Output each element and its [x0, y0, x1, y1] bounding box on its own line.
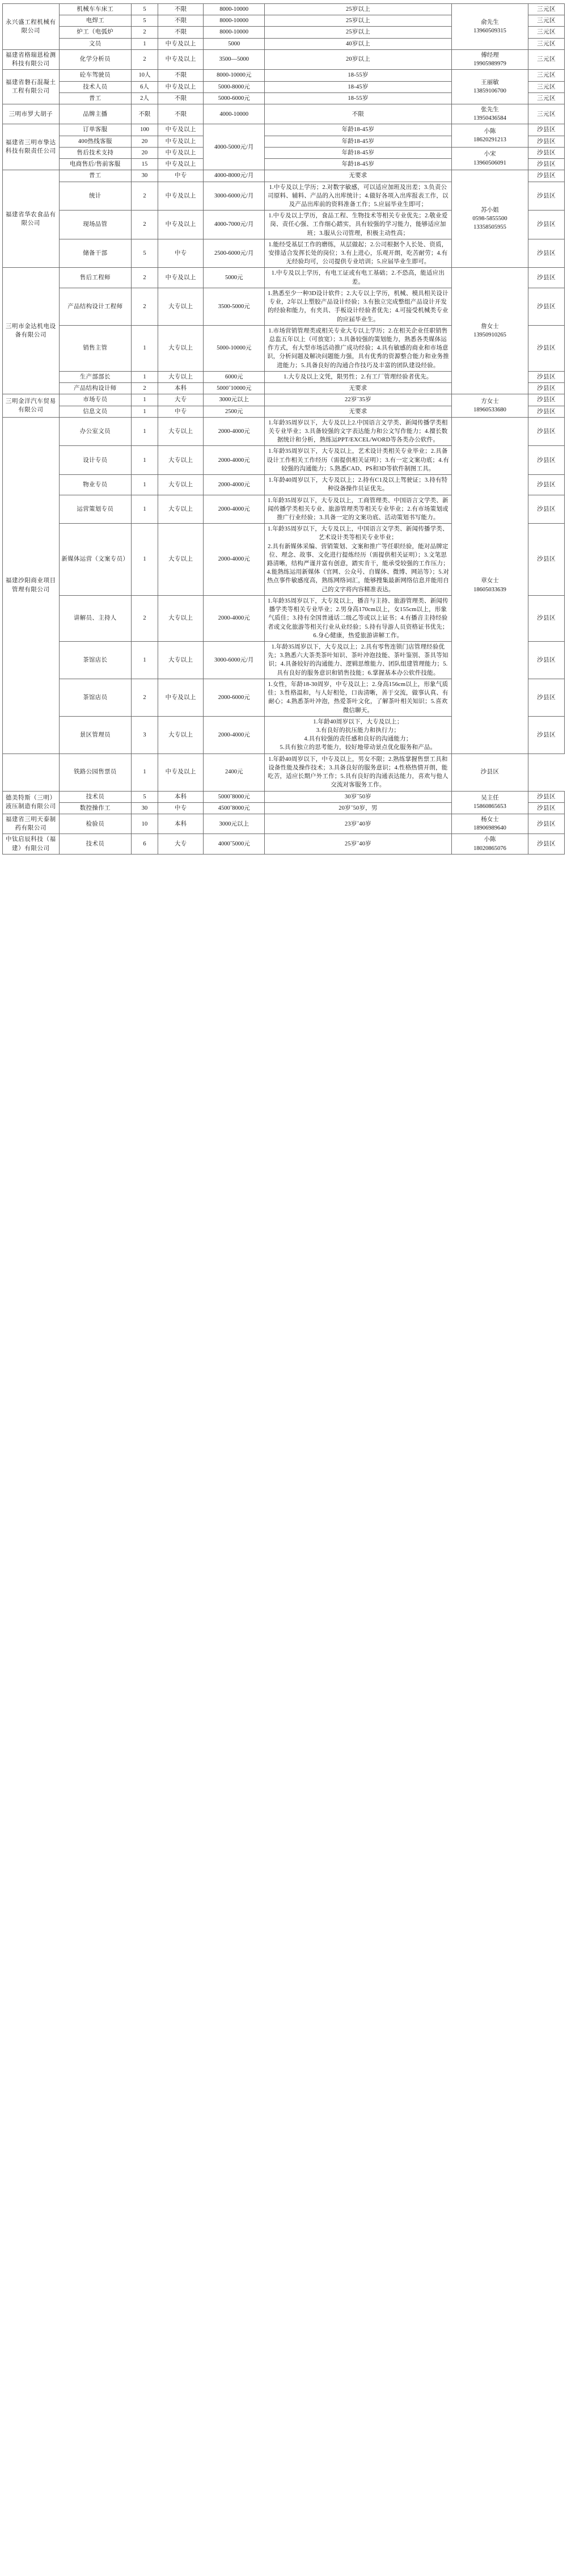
headcount-cell: 100 [131, 124, 158, 136]
headcount-cell: 不限 [131, 104, 158, 124]
area-cell: 沙县区 [528, 834, 565, 854]
headcount-cell: 30 [131, 170, 158, 182]
company-name-cell: 三明市罗大胡子 [3, 104, 60, 124]
salary-cell: 4000-5000元/月 [204, 124, 265, 170]
headcount-cell: 5 [131, 791, 158, 802]
contact-cell: 吴主任 15860865653 [451, 791, 528, 814]
salary-cell: 2000-4000元 [204, 495, 265, 524]
requirements-cell: 年龄18-45岁 [265, 136, 451, 147]
requirements-cell: 1.年龄40周岁以下，大专及以上；2.持有C1及以上驾驶证；3.持有特种设备操作员证优先。 [265, 475, 451, 495]
salary-cell: 5000-8000元 [204, 81, 265, 92]
position-cell: 产品结构设计师 [59, 383, 131, 394]
requirements-cell: 无要求 [265, 170, 451, 182]
headcount-cell: 2 [131, 211, 158, 239]
company-name-cell: 中钛启辰科技（福建）有限公司 [3, 834, 60, 854]
area-cell: 三元区 [528, 38, 565, 49]
headcount-cell: 2 [131, 288, 158, 325]
headcount-cell: 1 [131, 524, 158, 596]
contact-cell: 章女士 18605033639 [451, 417, 528, 754]
headcount-cell: 10人 [131, 70, 158, 81]
area-cell: 沙县区 [451, 754, 528, 791]
headcount-cell: 2 [131, 595, 158, 641]
position-cell: 设计专员 [59, 446, 131, 475]
requirements-cell: 年龄18-45岁 [265, 124, 451, 136]
headcount-cell: 5 [131, 15, 158, 27]
area-cell: 沙县区 [528, 406, 565, 417]
area-cell: 沙县区 [528, 814, 565, 834]
education-cell: 中专及以上 [158, 124, 204, 136]
salary-cell: 3000元以上 [204, 814, 265, 834]
requirements-cell: 18-55岁 [265, 70, 451, 81]
headcount-cell: 1 [131, 475, 158, 495]
salary-cell: 5000元 [204, 268, 265, 288]
recruitment-sheet [0, 0, 567, 858]
contact-cell: 俞先生 13960509315 [451, 4, 528, 50]
contact-cell: 詹女士 13950910265 [451, 268, 528, 394]
position-cell: 售后技术支持 [59, 147, 131, 158]
position-cell: 化学分析员 [59, 49, 131, 69]
table-row [3, 394, 565, 406]
table-row [3, 147, 565, 158]
table-row [3, 70, 565, 81]
table-row [3, 4, 565, 15]
headcount-cell: 3 [131, 716, 158, 754]
table-row [3, 49, 565, 69]
salary-cell: 8000-10000 [204, 15, 265, 27]
salary-cell: 3500—5000 [204, 49, 265, 69]
headcount-cell: 10 [131, 814, 158, 834]
education-cell: 中专及以上 [158, 147, 204, 158]
salary-cell: 4000-7000元/月 [204, 211, 265, 239]
requirements-cell: 1.大专及以上文凭，限男性；2.有工厂管理经验者优先。 [265, 371, 451, 382]
contact-cell: 小陈 18020865076 [451, 834, 528, 854]
salary-cell: 2000-4000元 [204, 475, 265, 495]
headcount-cell: 20 [131, 136, 158, 147]
salary-cell: 3500-5000元 [204, 288, 265, 325]
education-cell: 不限 [158, 4, 204, 15]
area-cell: 沙县区 [528, 802, 565, 814]
education-cell: 大专以上 [158, 475, 204, 495]
area-cell: 三元区 [528, 104, 565, 124]
requirements-cell: 25岁以上 [265, 15, 451, 27]
education-cell: 中专及以上 [158, 81, 204, 92]
area-cell: 沙县区 [528, 288, 565, 325]
salary-cell: 4000-8000元/月 [204, 170, 265, 182]
salary-cell: 3000-6000元/月 [204, 642, 265, 679]
position-cell: 生产部部长 [59, 371, 131, 382]
position-cell: 检验员 [59, 814, 131, 834]
position-cell: 电焊工 [59, 15, 131, 27]
headcount-cell: 2 [131, 679, 158, 716]
position-cell: 机械车车床工 [59, 4, 131, 15]
requirements-cell: 1.年龄35周岁以下，大专及以上；2.具有零售连锁门店管理经验优先；3.熟悉六大茶类茶叶知识、茶叶冲泡技能、茶叶鉴别、茶具等知识；4.具备较好的沟通能力、逻辑思维能力、团队组建管理能力；5.具有良好的服务意识和销售技能；6.掌握基本办公软件技能。 [265, 642, 451, 679]
position-cell: 数控操作工 [59, 802, 131, 814]
salary-cell: 2000-4000元 [204, 595, 265, 641]
education-cell: 大专以上 [158, 595, 204, 641]
position-cell: 统计 [59, 182, 131, 211]
salary-cell: 3000-6000元/月 [204, 182, 265, 211]
area-cell: 三元区 [528, 15, 565, 27]
requirements-cell: 18-45岁 [265, 81, 451, 92]
position-cell: 订单客服 [59, 124, 131, 136]
headcount-cell: 15 [131, 159, 158, 170]
area-cell: 沙县区 [528, 147, 565, 158]
salary-cell: 2000-4000元 [204, 716, 265, 754]
company-name-cell: 福建省华农食品有限公司 [3, 170, 60, 268]
position-cell: 现场品管 [59, 211, 131, 239]
headcount-cell: 1 [131, 417, 158, 446]
position-cell: 办公室文员 [59, 417, 131, 446]
area-cell: 沙县区 [528, 495, 565, 524]
education-cell: 不限 [158, 104, 204, 124]
headcount-cell: 1 [131, 38, 158, 49]
area-cell: 三元区 [528, 49, 565, 69]
requirements-cell: 年龄18-45岁 [265, 147, 451, 158]
position-cell: 400热线客服 [59, 136, 131, 147]
company-name-cell: 德美特斯（三明）液压制造有限公司 [3, 791, 60, 814]
area-cell: 沙县区 [528, 791, 565, 802]
headcount-cell: 6 [131, 834, 158, 854]
requirements-cell: 1.中专及以上学历，有电工证或有电工基础；2.不恐高，能适应出差。 [265, 268, 451, 288]
company-name-cell: 福建沙阳商业项目管理有限公司 [3, 417, 60, 754]
education-cell: 本科 [158, 814, 204, 834]
headcount-cell: 6人 [131, 81, 158, 92]
salary-cell: 8000-10000元 [204, 70, 265, 81]
requirements-cell: 1.能经受基层工作的磨练，从层做起；2.公司根据个人长处、资质，安排适合发挥长处的岗位；3.有上进心，乐观开朗，吃苦耐劳；4.有无经验均可，公司提供专业培训；5.应届毕业生即可。 [265, 239, 451, 268]
salary-cell: 4500˜8000元 [204, 802, 265, 814]
education-cell: 大专以上 [158, 524, 204, 596]
position-cell: 茶馆店长 [59, 642, 131, 679]
salary-cell: 4000-10000 [204, 104, 265, 124]
position-cell: 铁路公园售票员 [59, 754, 131, 791]
salary-cell: 5000 [204, 38, 265, 49]
education-cell: 不限 [158, 70, 204, 81]
position-cell: 市场专员 [59, 394, 131, 406]
area-cell: 沙县区 [528, 417, 565, 446]
area-cell: 沙县区 [528, 446, 565, 475]
education-cell: 中专 [158, 239, 204, 268]
position-cell: 品牌主播 [59, 104, 131, 124]
education-cell: 大专 [158, 394, 204, 406]
contact-cell: 傅经理 19905989979 [451, 49, 528, 69]
area-cell: 沙县区 [528, 394, 565, 406]
salary-cell: 8000-10000 [204, 4, 265, 15]
headcount-cell: 1 [131, 446, 158, 475]
headcount-cell: 1 [131, 495, 158, 524]
position-cell: 技术员 [59, 791, 131, 802]
area-cell: 沙县区 [528, 475, 565, 495]
education-cell: 中专及以上 [158, 38, 204, 49]
education-cell: 中专及以上 [158, 49, 204, 69]
education-cell: 大专以上 [158, 417, 204, 446]
area-cell: 沙县区 [528, 383, 565, 394]
headcount-cell: 5 [131, 239, 158, 268]
position-cell: 售后工程师 [59, 268, 131, 288]
education-cell: 大专以上 [158, 325, 204, 371]
requirements-cell: 20岁˜50岁，男 [265, 802, 451, 814]
education-cell: 不限 [158, 15, 204, 27]
requirements-cell: 18-55岁 [265, 92, 451, 104]
requirements-cell: 无要求 [265, 406, 451, 417]
salary-cell: 5000-10000元 [204, 325, 265, 371]
contact-cell: 方女士 18960533680 [451, 394, 528, 417]
salary-cell: 2000-6000元 [204, 679, 265, 716]
education-cell: 中专及以上 [158, 754, 204, 791]
requirements-cell: 1.年龄35周岁以下，大专及以上，工商管理类、中国语言文学类、新闻传播学类相关专业、旅游管理类等相关专业毕业；2.有市场策划或推广行业经验；3.具备一定的文案功底、活动策划书写能力。 [265, 495, 451, 524]
position-cell: 技术人员 [59, 81, 131, 92]
job-listing-table [2, 3, 565, 855]
requirements-cell: 1.中专及以上学历，食品工程、生物技术等相关专业优先；2.敬业爱岗、责任心强、工作细心踏实，具有较强的学习能力，能够适应加班；3.服从公司管理，积极主动性高； [265, 211, 451, 239]
requirements-cell: 30岁˜50岁 [265, 791, 451, 802]
company-name-cell: 福建省三明市挚达科技有限责任公司 [3, 124, 60, 170]
headcount-cell: 1 [131, 642, 158, 679]
requirements-cell: 1.市场营销管理类或相关专业大专以上学历；2.在相关企业任职销售总监五年以上（可放宽）；3.具备较强的策划能力，熟悉各类媒体运作方式，有大型市场活动推广成功经验；4.具有敏感的商业和市场意识，分析问题及解决问题能力强，具有优秀的资源整合能力和业务推进能力；5.具备良好的沟通合作技巧及丰富的团队建设经验。 [265, 325, 451, 371]
headcount-cell: 1 [131, 394, 158, 406]
company-name-cell [3, 754, 60, 791]
headcount-cell: 20 [131, 147, 158, 158]
position-cell: 物业专员 [59, 475, 131, 495]
requirements-cell: 1.年龄35周岁以下，大专及以上2.中国语言文学类、新闻传播学类相关专业毕业；3.具备较强的文字表达能力和公文写作能力；4.擅长数据统计和分析，熟练运PPT/EXCEL/WORD等各类办公软件。 [265, 417, 451, 446]
job-listing-body [3, 4, 565, 855]
table-row [3, 417, 565, 446]
salary-cell: 2500-6000元/月 [204, 239, 265, 268]
headcount-cell: 1 [131, 371, 158, 382]
headcount-cell: 1 [131, 754, 158, 791]
table-row [3, 791, 565, 802]
requirements-cell: 40岁以上 [265, 38, 451, 49]
company-name-cell: 福建省格瑞恩检测科技有限公司 [3, 49, 60, 69]
area-cell: 沙县区 [528, 325, 565, 371]
position-cell: 电商售后/售前客服 [59, 159, 131, 170]
area-cell: 沙县区 [528, 211, 565, 239]
salary-cell: 6000元 [204, 371, 265, 382]
education-cell: 中专及以上 [158, 268, 204, 288]
area-cell: 沙县区 [528, 679, 565, 716]
education-cell: 中专及以上 [158, 211, 204, 239]
position-cell: 新媒体运营（文案专员） [59, 524, 131, 596]
company-name-cell: 三明市金达机电设备有限公司 [3, 268, 60, 394]
company-name-cell: 永兴盛工程机械有限公司 [3, 4, 60, 50]
area-cell: 三元区 [528, 81, 565, 92]
area-cell: 三元区 [528, 4, 565, 15]
area-cell: 沙县区 [528, 159, 565, 170]
salary-cell: 4000˜5000元 [204, 834, 265, 854]
education-cell: 大专以上 [158, 642, 204, 679]
area-cell: 沙县区 [528, 524, 565, 596]
table-row [3, 170, 565, 182]
education-cell: 中专 [158, 802, 204, 814]
requirements-cell: 1.中专及以上学历；2.对数字敏感，可以适应加班及出差；3.负责公司原料、辅料、产品的入出库统计；4.做好各项入出库报表工作，以及产品出库前的资料准备工作；5.应届毕业生即可； [265, 182, 451, 211]
position-cell: 砼车驾驶员 [59, 70, 131, 81]
position-cell: 信息文员 [59, 406, 131, 417]
requirements-cell: 1.熟悉至少一种3D设计软件；2.大专以上学历，机械、模具相关设计专业，2年以上塑胶产品设计经验；3.有独立完成整组产品设计开发的经验和能力，有夹具、手板设计经验者优先；4.可接受机械类专业的应届毕业生。 [265, 288, 451, 325]
education-cell: 大专以上 [158, 288, 204, 325]
headcount-cell: 5 [131, 4, 158, 15]
education-cell: 不限 [158, 27, 204, 38]
education-cell: 中专及以上 [158, 182, 204, 211]
education-cell: 中专及以上 [158, 679, 204, 716]
position-cell: 技术员 [59, 834, 131, 854]
headcount-cell: 1 [131, 325, 158, 371]
position-cell: 普工 [59, 92, 131, 104]
area-cell: 沙县区 [528, 371, 565, 382]
contact-cell: 小陈 18620291213 [451, 124, 528, 147]
requirements-cell: 23岁˜40岁 [265, 814, 451, 834]
table-row [3, 104, 565, 124]
position-cell: 销售主管 [59, 325, 131, 371]
position-cell: 产品结构设计工程师 [59, 288, 131, 325]
education-cell: 大专以上 [158, 495, 204, 524]
table-row [3, 124, 565, 136]
area-cell: 沙县区 [528, 716, 565, 754]
headcount-cell: 2 [131, 49, 158, 69]
headcount-cell: 2 [131, 268, 158, 288]
area-cell: 三元区 [528, 92, 565, 104]
area-cell: 沙县区 [528, 595, 565, 641]
requirements-cell: 25岁以上 [265, 27, 451, 38]
company-name-cell: 福建省三明天泰制药有限公司 [3, 814, 60, 834]
education-cell: 中专及以上 [158, 136, 204, 147]
salary-cell: 2500元 [204, 406, 265, 417]
salary-cell: 2400元 [204, 754, 265, 791]
education-cell: 中专及以上 [158, 159, 204, 170]
salary-cell: 2000-4000元 [204, 524, 265, 596]
table-row [3, 814, 565, 834]
education-cell: 大专 [158, 834, 204, 854]
requirements-cell: 1.女性，年龄18-30周岁，中专及以上；2.身高156cm以上，形象气质佳；3.性格温和，与人好相处，口齿清晰，善于交流，做事认真、有耐心；4.熟悉茶叶冲泡，热爱茶叶文化，了解茶叶相关知识；5.喜欢微信聊天。 [265, 679, 451, 716]
education-cell: 本科 [158, 383, 204, 394]
requirements-cell: 25岁以上 [265, 4, 451, 15]
contact-cell: 王丽敏 13859106700 [451, 70, 528, 104]
table-row [3, 754, 565, 791]
table-row [3, 834, 565, 854]
position-cell: 讲解员、主持人 [59, 595, 131, 641]
education-cell: 大专以上 [158, 371, 204, 382]
education-cell: 大专以上 [158, 446, 204, 475]
salary-cell: 2000-4000元 [204, 446, 265, 475]
education-cell: 不限 [158, 92, 204, 104]
contact-cell: 杨女士 18906989640 [451, 814, 528, 834]
requirements-cell: 1.年龄35周岁以下，大专及以上，中国语言文学类、新闻传播学类、艺术设计类等相关专业毕业； 2.具有新媒体采编、营销策划、文案和推广等任职经验，能对品牌定位、理念、故事、文化进行提炼经历（需提供相关证明）；3.文笔思路清晰，结构严谨并富有创意，踏实肯干，能承受较强的工作压力；4.能熟练运用新媒体（官网、公众号、自媒体、微博、网站等）；5.对热点事件敏感度高，熟练网络词汇，能够搜集最新网络信息并能用自己的文字将内容精准表达。 [265, 524, 451, 596]
salary-cell: 5000˜8000元 [204, 791, 265, 802]
area-cell: 三元区 [528, 70, 565, 81]
contact-cell: 苏小姐 0598-5855500 13358505955 [451, 170, 528, 268]
area-cell: 沙县区 [528, 170, 565, 182]
position-cell: 景区管理员 [59, 716, 131, 754]
area-cell: 沙县区 [528, 124, 565, 136]
requirements-cell: 1.年龄35周岁以下，大专及以上，播音与主持、旅游管理类、新闻传播学类等相关专业毕业；2.男身高170cm以上，女155cm以上，形象气质佳；3.持有全国普通话二级乙等或以上证书；4.有播音主持经验者或文化旅游等相关行业从业经验；5.持有导游人员资格证书优先；6.身心健康，热爱旅游讲解工作。 [265, 595, 451, 641]
headcount-cell: 30 [131, 802, 158, 814]
area-cell: 沙县区 [528, 182, 565, 211]
salary-cell: 3000元以上 [204, 394, 265, 406]
salary-cell: 8000-10000 [204, 27, 265, 38]
contact-cell: 小宋 13960506091 [451, 147, 528, 170]
education-cell: 本科 [158, 791, 204, 802]
headcount-cell: 2人 [131, 92, 158, 104]
requirements-cell: 1.年龄35周岁以下，大专及以上，艺术设计类相关专业毕业；2.具备设计工作相关工作经历（需提供相关证明）；3.有一定文案功底；4.有较强的沟通能力；5.熟悉CAD、PS和3D等软件制图工具。 [265, 446, 451, 475]
requirements-cell: 不限 [265, 104, 451, 124]
position-cell: 普工 [59, 170, 131, 182]
area-cell: 沙县区 [528, 239, 565, 268]
requirements-cell: 20岁以上 [265, 49, 451, 69]
area-cell: 沙县区 [528, 268, 565, 288]
position-cell: 茶馆店员 [59, 679, 131, 716]
requirements-cell: 年龄18-45岁 [265, 159, 451, 170]
education-cell: 中专 [158, 406, 204, 417]
education-cell: 大专以上 [158, 716, 204, 754]
education-cell: 中专 [158, 170, 204, 182]
salary-cell: 5000˜10000元 [204, 383, 265, 394]
headcount-cell: 2 [131, 27, 158, 38]
requirements-cell: 25岁˜40岁 [265, 834, 451, 854]
salary-cell: 2000-4000元 [204, 417, 265, 446]
area-cell: 三元区 [528, 27, 565, 38]
company-name-cell: 三明金洋汽车贸易有限公司 [3, 394, 60, 417]
requirements-cell: 1.年龄40周岁以下，中专及以上，男女不限；2.熟练掌握售票工具和设备性能及操作技术；3.具备良好的服务意识；4.性格热情开朗，能吃苦，适应长期户外工作；5.具有良好的沟通表达能力，喜欢与他人交流对客服务工作。 [265, 754, 451, 791]
headcount-cell: 2 [131, 182, 158, 211]
salary-cell: 5000-6000元 [204, 92, 265, 104]
table-row [3, 268, 565, 288]
company-name-cell: 福建省磐石混凝土工程有限公司 [3, 70, 60, 104]
headcount-cell: 1 [131, 406, 158, 417]
requirements-cell: 1.年龄40周岁以下，大专及以上； 3.有良好的抗压能力和执行力； 4.具有较强的责任感和良好的沟通能力； 5.具有独立的思考能力，较好地带动景点优化服务和产品。 [265, 716, 451, 754]
requirements-cell: 22岁˜35岁 [265, 394, 451, 406]
position-cell: 文员 [59, 38, 131, 49]
contact-cell: 张先生 13950436584 [451, 104, 528, 124]
area-cell: 沙县区 [528, 642, 565, 679]
requirements-cell: 无要求 [265, 383, 451, 394]
area-cell: 沙县区 [528, 136, 565, 147]
position-cell: 储备干部 [59, 239, 131, 268]
position-cell: 炉工（电弧炉 [59, 27, 131, 38]
headcount-cell: 2 [131, 383, 158, 394]
position-cell: 运营策划专员 [59, 495, 131, 524]
